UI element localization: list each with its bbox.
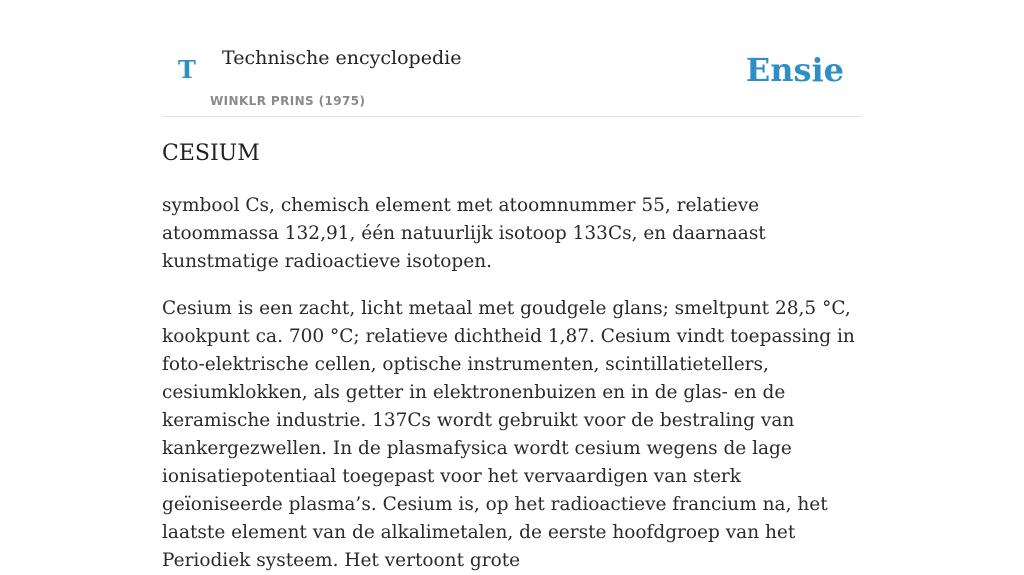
entry-paragraph: Cesium is een zacht, licht metaal met goudgele glans; smeltpunt 28,5 °C, kookpunt ca. 700 °C; relatieve dichtheid 1,87. Cesium vindt toepassing in foto-elektrische cellen, optische instrumenten, scintillatietellers, cesiumklokken, als getter in elektronenbuizen en in de glas- en de keramische industrie. 137Cs wordt gebruikt voor de bestraling van kankergezwellen. In de plasmafysica wordt cesium wegens de lage ionisatiepotentiaal toegepast voor het vervaardigen van sterk geïoniseerde plasma’s. Cesium is, op het radioactieve francium na, het laatste element van de alkalimetalen, de eerste hoofdgroep van het Periodiek systeem. Het vertoont grote [162,298,855,571]
entry-paragraph: symbool Cs, chemisch element met atoomnummer 55, relatieve atoommassa 132,91, één natuurlijk isotoop 133Cs, en daarnaast kunstmatige radioactieve isotopen. [162,195,766,272]
entry-title: CESIUM [162,141,260,166]
book-header [162,0,862,117]
entry-card [162,0,862,571]
book-subtitle: WINKLR PRINS (1975) [210,94,366,108]
book-logo-icon[interactable]: T [178,55,196,84]
book-title[interactable]: Technische encyclopedie [222,47,462,69]
brand-logo[interactable]: Ensie [745,51,844,89]
